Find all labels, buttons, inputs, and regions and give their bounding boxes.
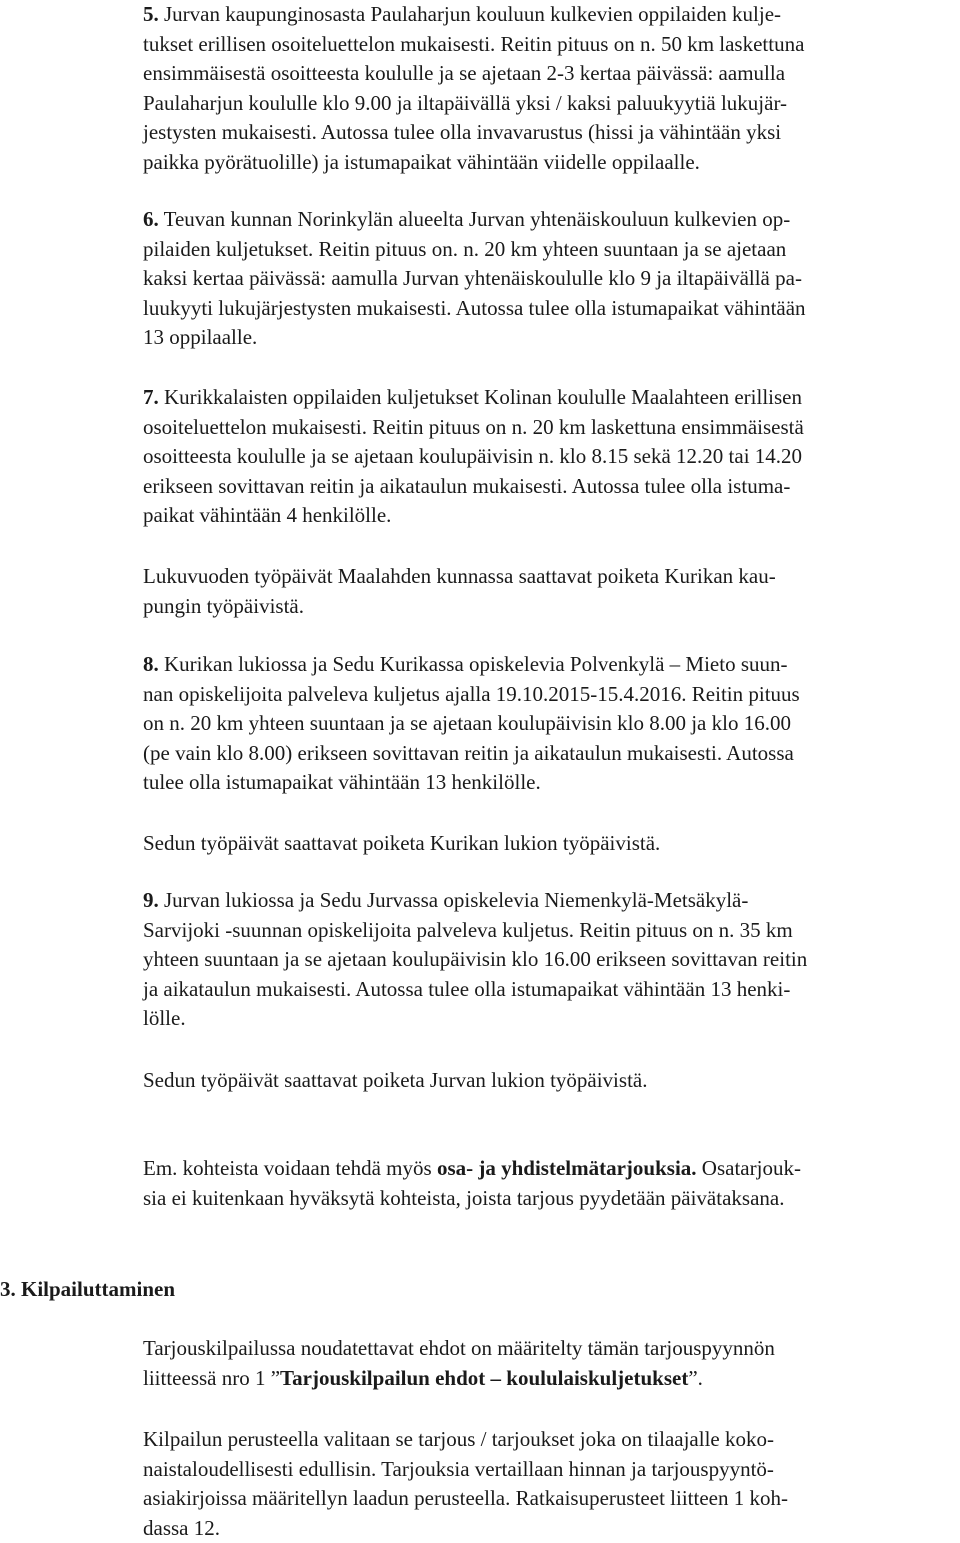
paragraph-maalahti-note — [143, 562, 955, 621]
paragraph-line: Sedun työpäivät saattavat poiketa Jurvan lukion työpäivistä. — [143, 1066, 955, 1096]
item-text-line: Jurvan lukiossa ja Sedu Jurvassa opiskelevia Niemenkylä-Metsäkylä- — [159, 888, 749, 912]
paragraph-line: naistaloudellisesti edullisin. Tarjouksia vertaillaan hinnan ja tarjouspyyntö- — [143, 1455, 955, 1485]
item-number: 7. — [143, 385, 159, 409]
item-text-line: Sarvijoki -suunnan opiskelijoita palveleva kuljetus. Reitin pituus on n. 35 km — [143, 916, 955, 946]
item-text-line: 13 oppilaalle. — [143, 323, 955, 353]
paragraph-text: liitteessä nro 1 ” — [143, 1366, 280, 1390]
paragraph-text: ”. — [688, 1366, 703, 1390]
item-text-line: ja aikataulun mukaisesti. Autossa tulee olla istumapaikat vähintään 13 henki- — [143, 975, 955, 1005]
paragraph-line: Kilpailun perusteella valitaan se tarjous / tarjoukset joka on tilaajalle koko- — [143, 1425, 955, 1455]
note-bold-text: osa- ja yhdistelmätarjouksia. — [437, 1156, 697, 1180]
item-text-line: osoiteluettelon mukaisesti. Reitin pituus on n. 20 km laskettuna ensimmäisestä — [143, 413, 955, 443]
item-number: 5. — [143, 2, 159, 26]
note-text: Em. kohteista voidaan tehdä myös — [143, 1156, 437, 1180]
item-6 — [143, 205, 955, 353]
paragraph-sedu-jurva-note — [143, 1066, 955, 1096]
item-text-line: tukset erillisen osoiteluettelon mukaisesti. Reitin pituus on n. 50 km laskettuna — [143, 30, 955, 60]
item-text-line: lölle. — [143, 1004, 955, 1034]
item-7 — [143, 383, 955, 531]
item-text-line: Paulaharjun koululle klo 9.00 ja iltapäivällä yksi / kaksi paluukyytiä lukujär- — [143, 89, 955, 119]
item-text-line: tulee olla istumapaikat vähintään 13 henkilölle. — [143, 768, 955, 798]
note-text: Osatarjouk- — [697, 1156, 801, 1180]
paragraph-selection-criteria — [143, 1425, 955, 1543]
item-text-line: Kurikkalaisten oppilaiden kuljetukset Kolinan koululle Maalahteen erillisen — [159, 385, 802, 409]
item-text-line: nan opiskelijoita palveleva kuljetus ajalla 19.10.2015-15.4.2016. Reitin pituus — [143, 680, 955, 710]
item-text-line: paikat vähintään 4 henkilölle. — [143, 501, 955, 531]
note-line: sia ei kuitenkaan hyväksytä kohteista, joista tarjous pyydetään päivätaksana. — [143, 1184, 955, 1214]
item-text-line: osoitteesta koululle ja se ajetaan koulupäivisin n. klo 8.15 sekä 12.20 tai 14.20 — [143, 442, 955, 472]
item-9 — [143, 886, 955, 1034]
paragraph-line: Lukuvuoden työpäivät Maalahden kunnassa saattavat poiketa Kurikan kau- — [143, 562, 955, 592]
paragraph-line: asiakirjoissa määritellyn laadun perusteella. Ratkaisuperusteet liitteen 1 koh- — [143, 1484, 955, 1514]
item-text-line: Teuvan kunnan Norinkylän alueelta Jurvan yhtenäiskouluun kulkevien op- — [159, 207, 791, 231]
item-text-line: kaksi kertaa päivässä: aamulla Jurvan yhtenäiskoululle klo 9 ja iltapäivällä pa- — [143, 264, 955, 294]
item-text-line: ensimmäisestä osoitteesta koululle ja se ajetaan 2-3 kertaa päivässä: aamulla — [143, 59, 955, 89]
appendix-title: Tarjouskilpailun ehdot – koululaiskuljetukset — [280, 1366, 688, 1390]
item-number: 6. — [143, 207, 159, 231]
item-text-line: Jurvan kaupunginosasta Paulaharjun kouluun kulkevien oppilaiden kulje- — [159, 2, 781, 26]
section-heading: 3. Kilpailuttaminen — [0, 1275, 175, 1305]
item-number: 9. — [143, 888, 159, 912]
item-8 — [143, 650, 955, 798]
paragraph-line: pungin työpäivistä. — [143, 592, 955, 622]
item-text-line: (pe vain klo 8.00) erikseen sovittavan reitin ja aikataulun mukaisesti. Autossa — [143, 739, 955, 769]
paragraph-sedu-kurikka-note — [143, 829, 955, 859]
paragraph-line: Tarjouskilpailussa noudatettavat ehdot on määritelty tämän tarjouspyynnön — [143, 1334, 955, 1364]
paragraph-line: Sedun työpäivät saattavat poiketa Kurikan lukion työpäivistä. — [143, 829, 955, 859]
item-text-line: erikseen sovittavan reitin ja aikataulun mukaisesti. Autossa tulee olla istuma- — [143, 472, 955, 502]
paragraph-competition-rules — [143, 1334, 955, 1393]
item-text-line: paikka pyörätuolille) ja istumapaikat vähintään viidelle oppilaalle. — [143, 148, 955, 178]
item-text-line: yhteen suuntaan ja se ajetaan koulupäivisin klo 16.00 erikseen sovittavan reitin — [143, 945, 955, 975]
paragraph-line: dassa 12. — [143, 1514, 955, 1543]
item-number: 8. — [143, 652, 159, 676]
item-text-line: pilaiden kuljetukset. Reitin pituus on. n. 20 km yhteen suuntaan ja se ajetaan — [143, 235, 955, 265]
item-text-line: Kurikan lukiossa ja Sedu Kurikassa opiskelevia Polvenkylä – Mieto suun- — [159, 652, 788, 676]
paragraph-offer-note — [143, 1154, 955, 1213]
item-text-line: luukyyti lukujärjestysten mukaisesti. Autossa tulee olla istumapaikat vähintään — [143, 294, 955, 324]
item-5 — [143, 0, 955, 177]
item-text-line: on n. 20 km yhteen suuntaan ja se ajetaan koulupäivisin klo 8.00 ja klo 16.00 — [143, 709, 955, 739]
item-text-line: jestysten mukaisesti. Autossa tulee olla invavarustus (hissi ja vähintään yksi — [143, 118, 955, 148]
